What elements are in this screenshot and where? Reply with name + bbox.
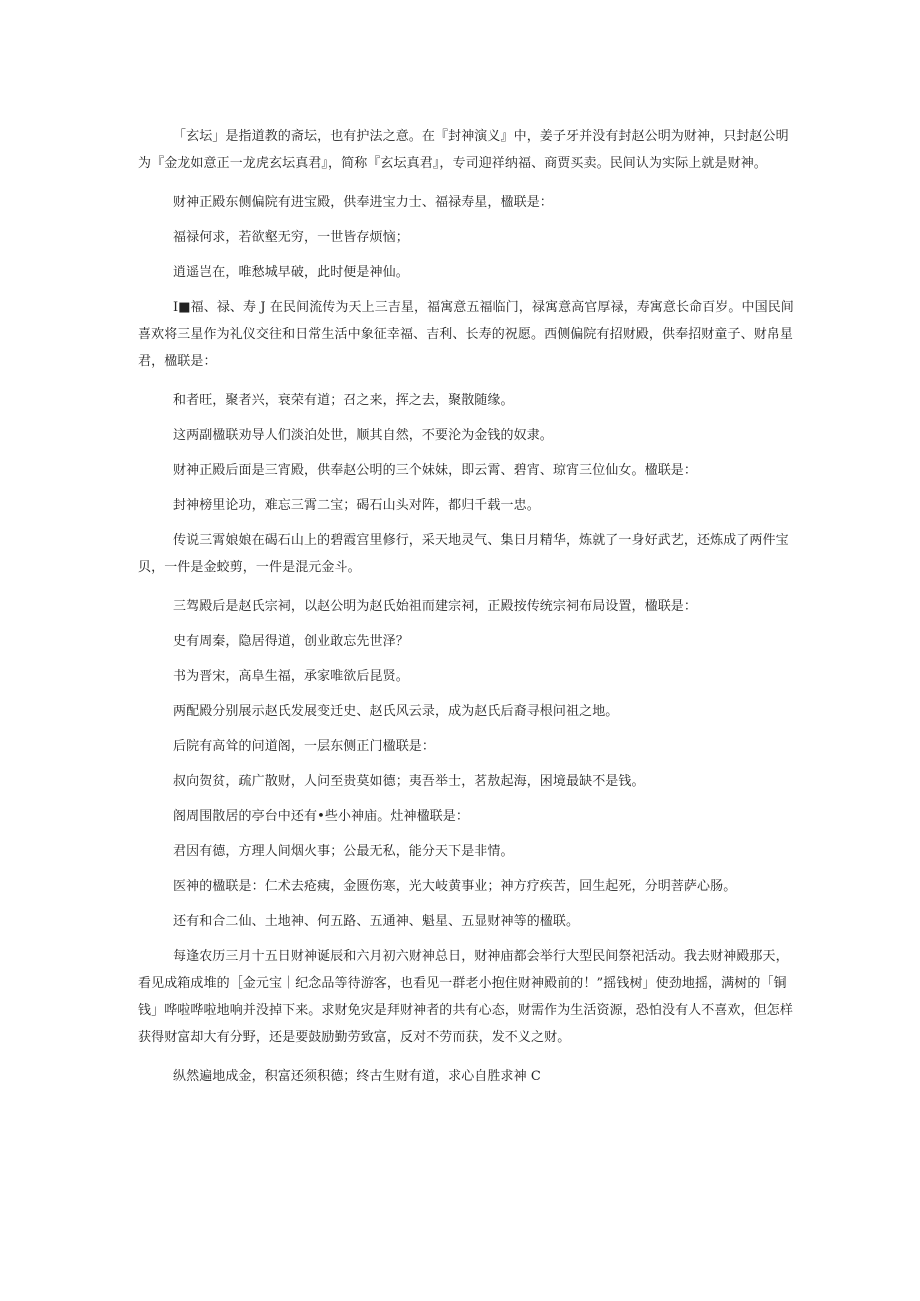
paragraph-zhao-ancestral-hall: 三驾殿后是赵氏宗祠，以赵公明为赵氏始祖而建宗祠，正殿按传统宗祠布局设置，楹联是： (173, 599, 698, 614)
couplet-line: 史有周秦，隐居得道，创业敢忘先世泽？ (173, 634, 409, 649)
paragraph-festival: 每逢农历三月十五日财神诞辰和六月初六财神总日，财神庙都会举行大型民间祭祀活动。我去财神殿那天，看见成箱成堆的［金元宝｜纪念品等待游客，也看见一群老小抱住财神殿前的！”摇钱树」使劲地摇，满树的「铜钱」哗啦哗啦地响并没掉下来。求财免灾是拜财神者的共有心态，财需作为生活资源，恐怕没有人不喜欢，但怎样获得财富却大有分野，还是要鼓励勤劳致富，反对不劳而获，发不义之财。 (138, 949, 794, 1045)
paragraph-sanxiao-hall: 财神正殿后面是三宵殿，供奉赵公明的三个妹妹，即云霄、碧宵、琼宵三位仙女。楹联是： (173, 463, 698, 478)
couplet-line: 叔向贺贫，疏广散财，人问至贵莫如德；夷吾举士，茗敖起海，困境最缺不是钱。 (173, 774, 645, 789)
couplet-line: 封神榜里论功，难忘三霄二宝；碣石山头对阵，都归千载一忠。 (173, 498, 540, 513)
paragraph-small-shrines: 阁周围散居的亭台中还有•些小神庙。灶神楹联是： (173, 809, 469, 824)
paragraph-couplet-advice: 这两副楹联劝导人们淡泊处世，顺其自然，不要沦为金钱的奴隶。 (173, 428, 553, 443)
paragraph-three-stars: I■福、禄、寿 J 在民间流传为天上三吉星，福寓意五福临门，禄寓意高官厚禄，寿寓意长命百岁。中国民间喜欢将三星作为礼仪交往和日常生活中象征幸福、吉利、长寿的祝愿。西侧偏院有招财殿，供奉招财童子、财帛星君，楹联是： (138, 300, 794, 369)
paragraph-xuantan-intro: 「玄坛」是指道教的斋坛，也有护法之意。在『封神演义』中，姜子牙并没有封赵公明为财神，只封赵公明为『金龙如意正一龙虎玄坛真君』，简称『玄坛真君』，专司迎祥纳福、商贾买卖。民间认为实际上就是财神。 (138, 129, 789, 171)
paragraph-wendao-pavilion: 后院有高耸的问道阁，一层东侧正门楹联是： (173, 739, 436, 754)
paragraph-side-halls: 两配殿分别展示赵氏发展变迁史、赵氏风云录，成为赵氏后裔寻根问祖之地。 (173, 704, 619, 719)
paragraph-other-couplets: 还有和合二仙、土地神、何五路、五通神、魁星、五显财神等的楹联。 (173, 914, 580, 929)
article-body (138, 123, 794, 1098)
paragraph-jinbao-hall: 财神正殿东侧偏院有进宝殿，供奉进宝力士、福禄寿星，楹联是： (173, 195, 553, 210)
couplet-line: 和者旺，聚者兴，衰荣有道；召之来，挥之去，聚散随缘。 (173, 393, 514, 408)
paragraph-sanxiao-legend: 传说三霄娘娘在碣石山上的碧霞宫里修行，采天地灵气、集日月精华，炼就了一身好武艺，还炼成了两件宝贝，一件是金蛟剪，一件是混元金斗。 (138, 533, 789, 575)
paragraph-closing-couplet: 纵然遍地成金，积富还须积德；终古生财有道，求心自胜求神 C (173, 1069, 541, 1084)
couplet-line: 逍遥岂在，唯愁城早破，此时便是神仙。 (173, 265, 409, 280)
couplet-line: 君因有德，方理人间烟火事；公最无私，能分天下是非情。 (173, 844, 514, 859)
couplet-line: 福禄何求，若欲壑无穷，一世皆存烦恼； (173, 230, 409, 245)
paragraph-medicine-god: 医神的楹联是：仁术去疮痍，金匮伤寒，光大岐黄事业；神方疗疾苦，回生起死，分明菩萨心肠。 (173, 879, 737, 894)
couplet-line: 书为晋宋，高阜生福，承家唯欲后昆贤。 (173, 669, 409, 684)
